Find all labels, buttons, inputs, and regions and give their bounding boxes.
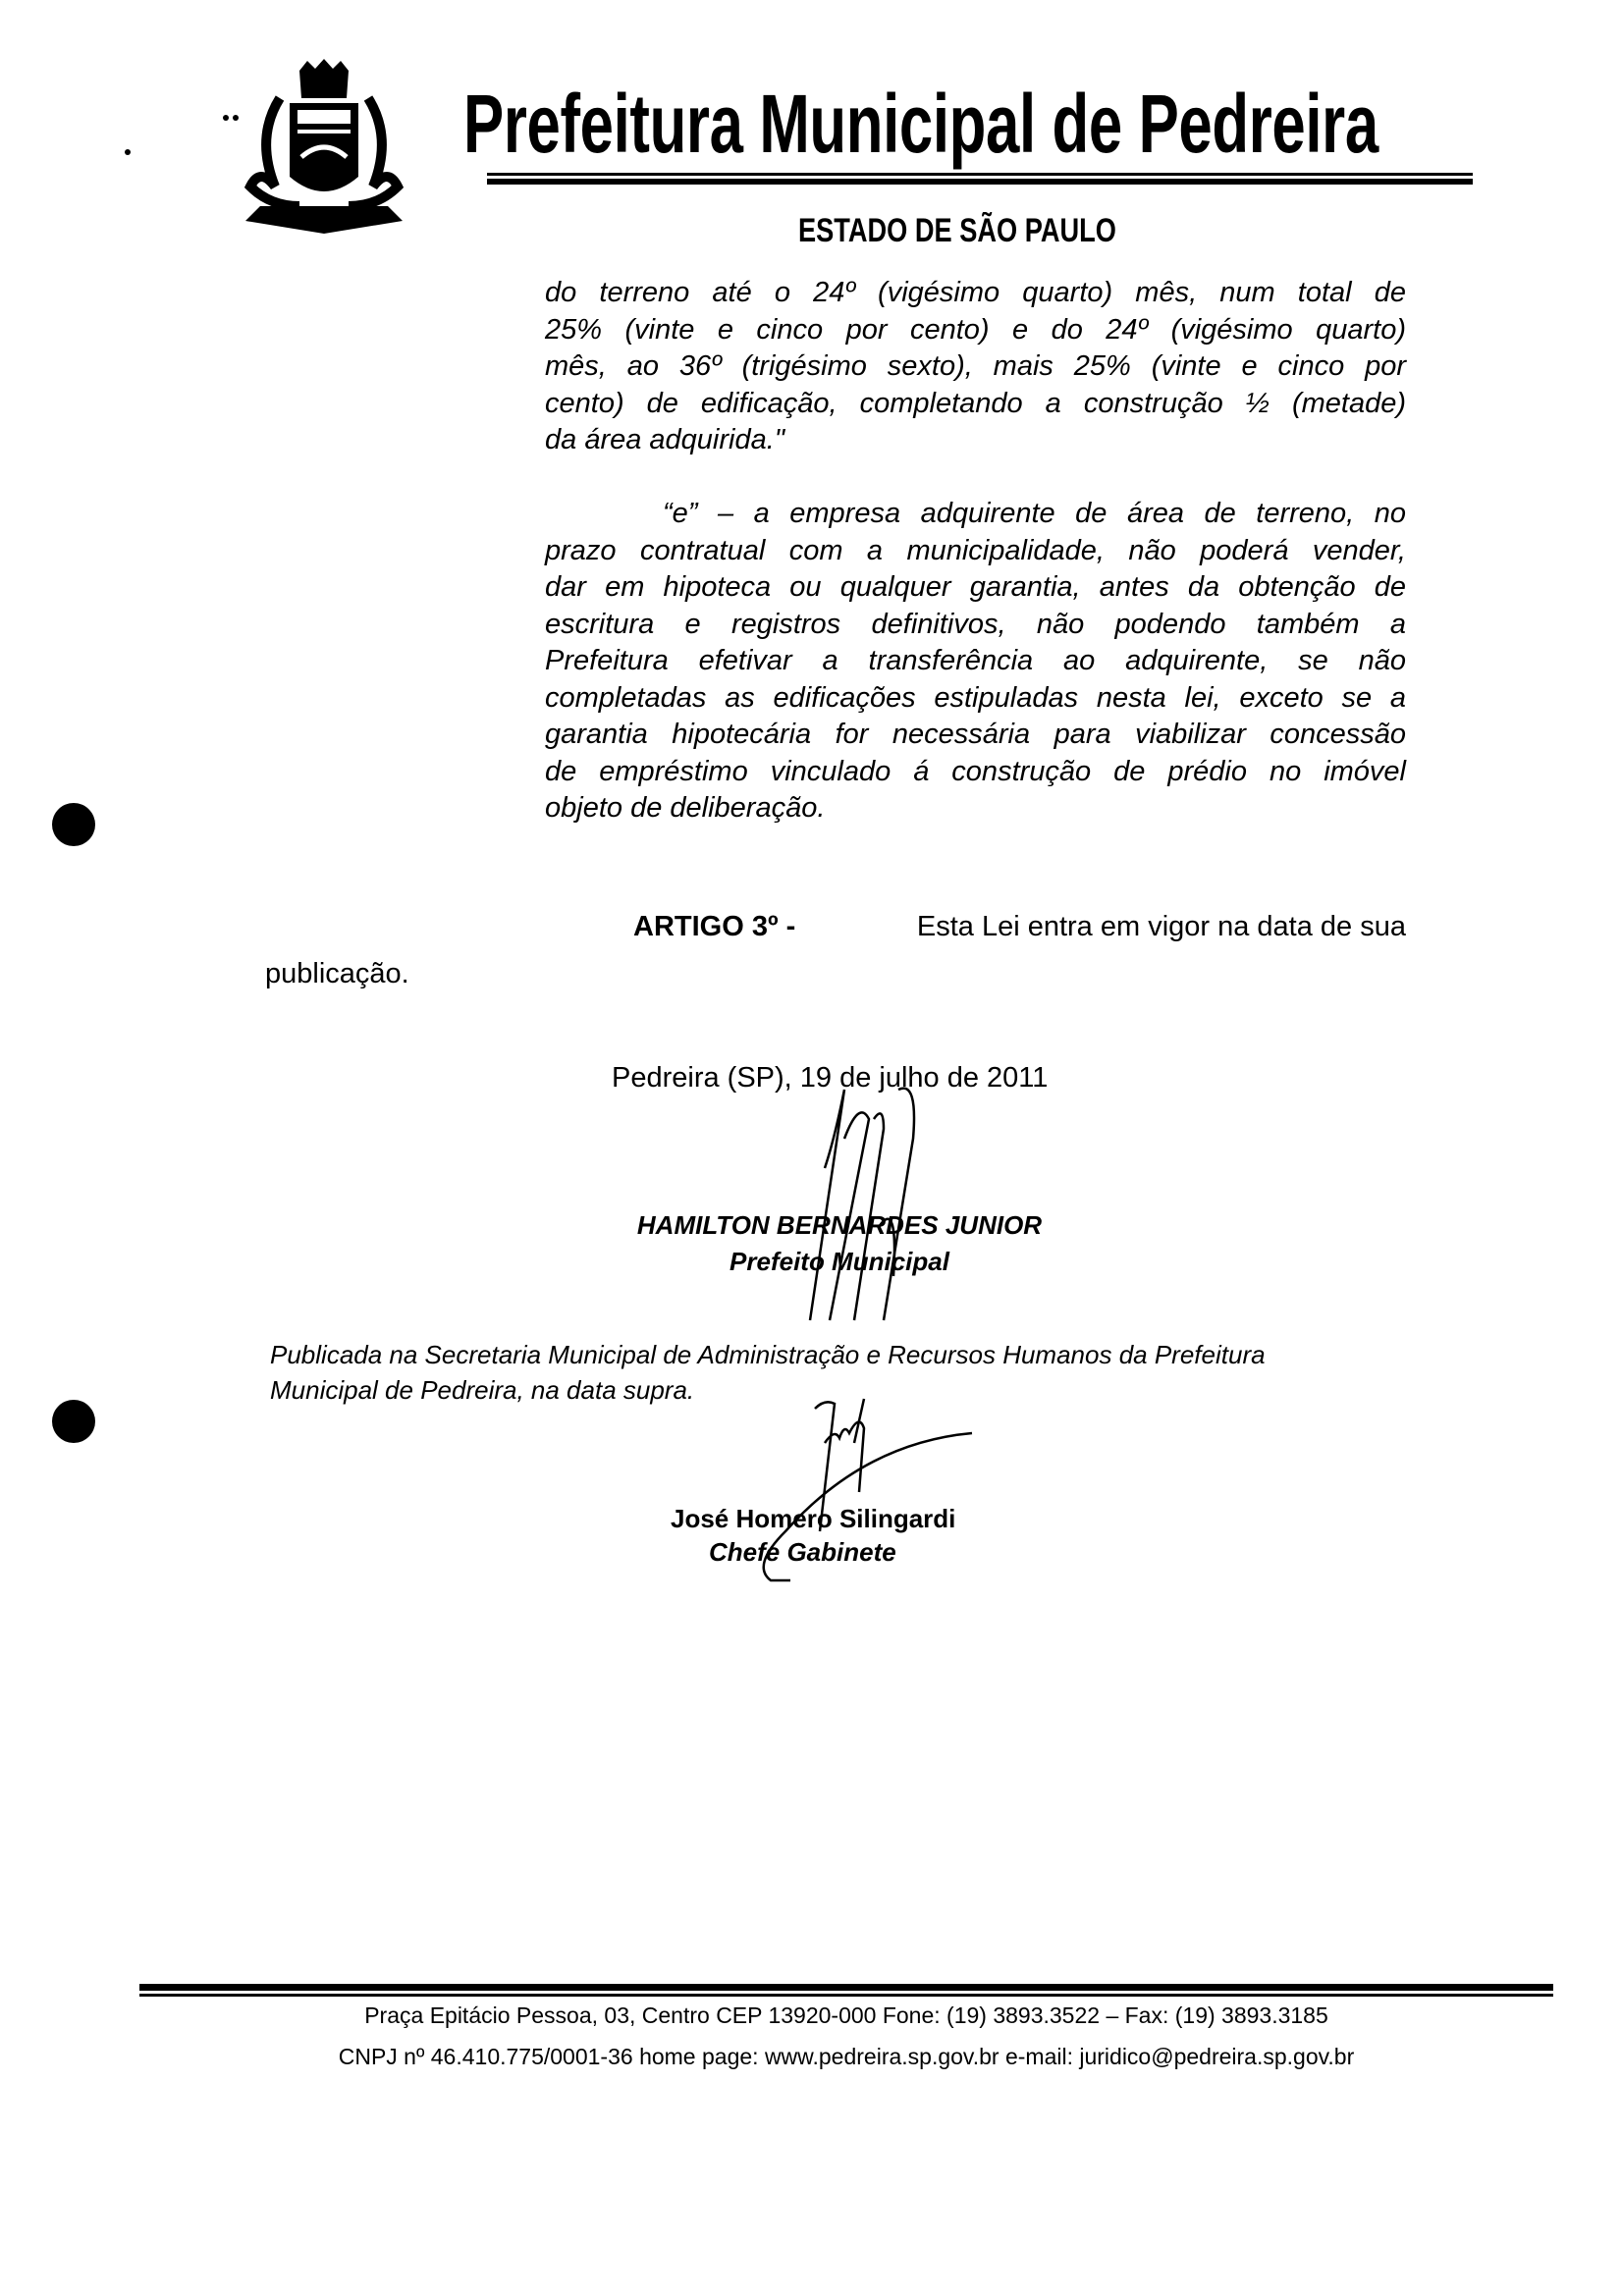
footer-contact: CNPJ nº 46.410.775/0001-36 home page: www.pedreira.sp.gov.br e-mail: juridico@pedreira.sp.gov.br [338, 2044, 1355, 2069]
text-line: garantia hipotecária for necessária para viabilizar concessão [545, 719, 1406, 750]
text-line: 25% (vinte e cinco por cento) e do 24º (vigésimo quarto) [545, 313, 1406, 346]
mayor-handwritten-signature [805, 1080, 1001, 1325]
chief-name: José Homero Silingardi [671, 1504, 956, 1533]
punch-hole [52, 803, 95, 846]
state-subtitle: ESTADO DE SÃO PAULO [798, 212, 1116, 249]
header-divider [487, 173, 1473, 176]
text-line: “e” – a empresa adquirente de área de terreno, no [663, 498, 1406, 529]
text-line: do terreno até o 24º (vigésimo quarto) mês, num total de [545, 277, 1406, 308]
footer-address: Praça Epitácio Pessoa, 03, Centro CEP 13920-000 Fone: (19) 3893.3522 – Fax: (19) 3893.3185 [364, 2002, 1328, 2028]
article-label: ARTIGO 3º - [633, 911, 796, 942]
chief-role: Chefe Gabinete [709, 1537, 896, 1567]
publication-line: Publicada na Secretaria Municipal de Administração e Recursos Humanos da Prefeitura [270, 1340, 1266, 1369]
footer-divider-thick [139, 1984, 1553, 1991]
article-3 [633, 911, 1406, 943]
text-line: completadas as edificações estipuladas nesta lei, exceto se a [545, 681, 1406, 714]
paragraph-2 [545, 496, 1406, 828]
signer-role: Prefeito Municipal [729, 1247, 949, 1276]
text-line: escritura e registros definitivos, não podendo também a [545, 608, 1406, 640]
text-line: Prefeitura efetivar a transferência ao adquirente, se não [545, 645, 1406, 676]
text-line: cento) de edificação, completando a construção ½ (metade) [545, 387, 1406, 419]
text-line: objeto de deliberação. [545, 792, 826, 824]
punch-hole [52, 1400, 95, 1443]
text-line: de empréstimo vinculado á construção de prédio no imóvel [545, 755, 1406, 787]
signer-name: HAMILTON BERNARDES JUNIOR [636, 1210, 1043, 1240]
article-continuation: publicação. [265, 958, 409, 989]
coat-of-arms-icon [221, 59, 427, 236]
text-line: mês, ao 36º (trigésimo sexto), mais 25% (vinte e cinco por [545, 350, 1406, 382]
text-line: prazo contratual com a municipalidade, não poderá vender, [545, 534, 1406, 566]
footer-divider [139, 1994, 1553, 1997]
page-title: Prefeitura Municipal de Pedreira [463, 78, 1378, 170]
paragraph-1 [545, 275, 1406, 459]
date-line: Pedreira (SP), 19 de julho de 2011 [612, 1062, 1049, 1094]
article-text: Esta Lei entra em vigor na data de sua [916, 911, 1406, 942]
text-line: da área adquirida." [545, 424, 785, 455]
header-divider-thick [487, 179, 1473, 185]
text-line: dar em hipoteca ou qualquer garantia, antes da obtenção de [545, 571, 1406, 603]
publication-line: Municipal de Pedreira, na data supra. [270, 1375, 695, 1405]
